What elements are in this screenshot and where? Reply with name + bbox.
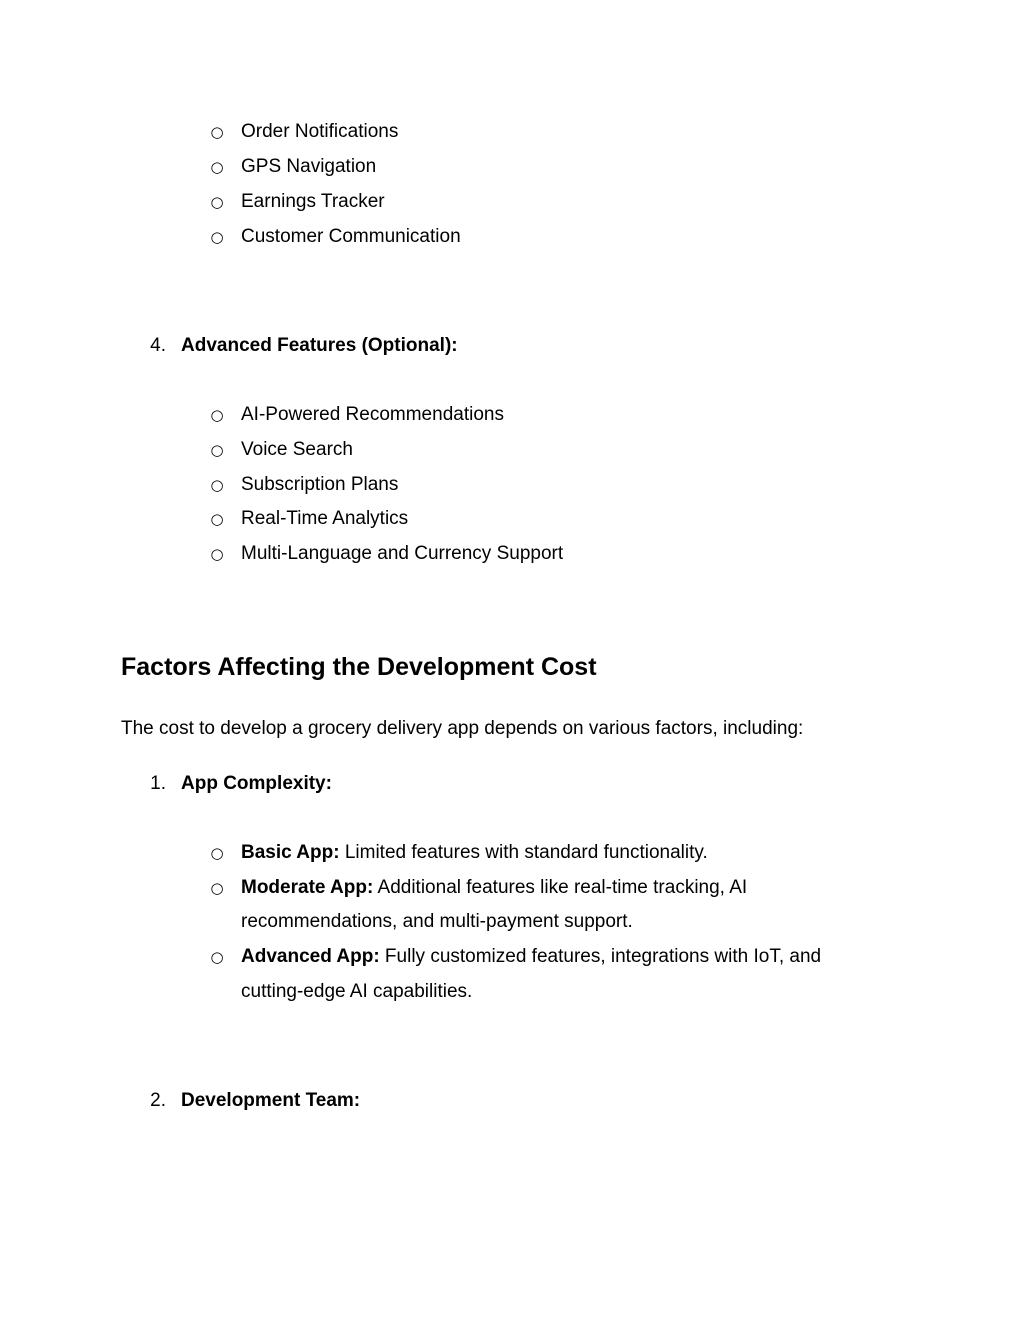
list-bullet: ○ (210, 476, 224, 494)
list-item-advanced-app-continued: cutting-edge AI capabilities. (241, 981, 473, 1002)
list-item: AI-Powered Recommendations (241, 404, 504, 425)
list-item-moderate-app-continued: recommendations, and multi-payment support. (241, 911, 633, 932)
list-number: 1. (150, 773, 166, 794)
section-title: Advanced Features (Optional): (181, 335, 458, 356)
list-bullet: ○ (210, 406, 224, 424)
list-item: Order Notifications (241, 121, 399, 142)
list-item: Subscription Plans (241, 474, 399, 495)
list-bullet: ○ (210, 158, 224, 176)
list-bullet: ○ (210, 948, 224, 966)
list-number: 2. (150, 1090, 166, 1111)
section-title: App Complexity: (181, 773, 332, 794)
list-item: GPS Navigation (241, 156, 377, 177)
list-item: Earnings Tracker (241, 191, 385, 212)
list-bullet: ○ (210, 879, 224, 897)
intro-paragraph: The cost to develop a grocery delivery app depends on various factors, including: (121, 718, 804, 739)
page-heading: Factors Affecting the Development Cost (121, 653, 597, 681)
list-bullet: ○ (210, 123, 224, 141)
list-item-basic-app: Basic App: Limited features with standard functionality. (241, 842, 708, 863)
list-number: 4. (150, 335, 166, 356)
list-item: Multi-Language and Currency Support (241, 543, 564, 564)
list-bullet: ○ (210, 228, 224, 246)
section-title: Development Team: (181, 1090, 361, 1111)
list-bullet: ○ (210, 193, 224, 211)
list-item-moderate-app: Moderate App: Additional features like real-time tracking, AI (241, 877, 748, 898)
list-bullet: ○ (210, 441, 224, 459)
list-item: Real-Time Analytics (241, 508, 409, 529)
list-bullet: ○ (210, 844, 224, 862)
list-item-advanced-app: Advanced App: Fully customized features, integrations with IoT, and (241, 946, 822, 967)
list-bullet: ○ (210, 510, 224, 528)
list-item: Voice Search (241, 439, 353, 460)
list-bullet: ○ (210, 545, 224, 563)
list-item: Customer Communication (241, 226, 461, 247)
